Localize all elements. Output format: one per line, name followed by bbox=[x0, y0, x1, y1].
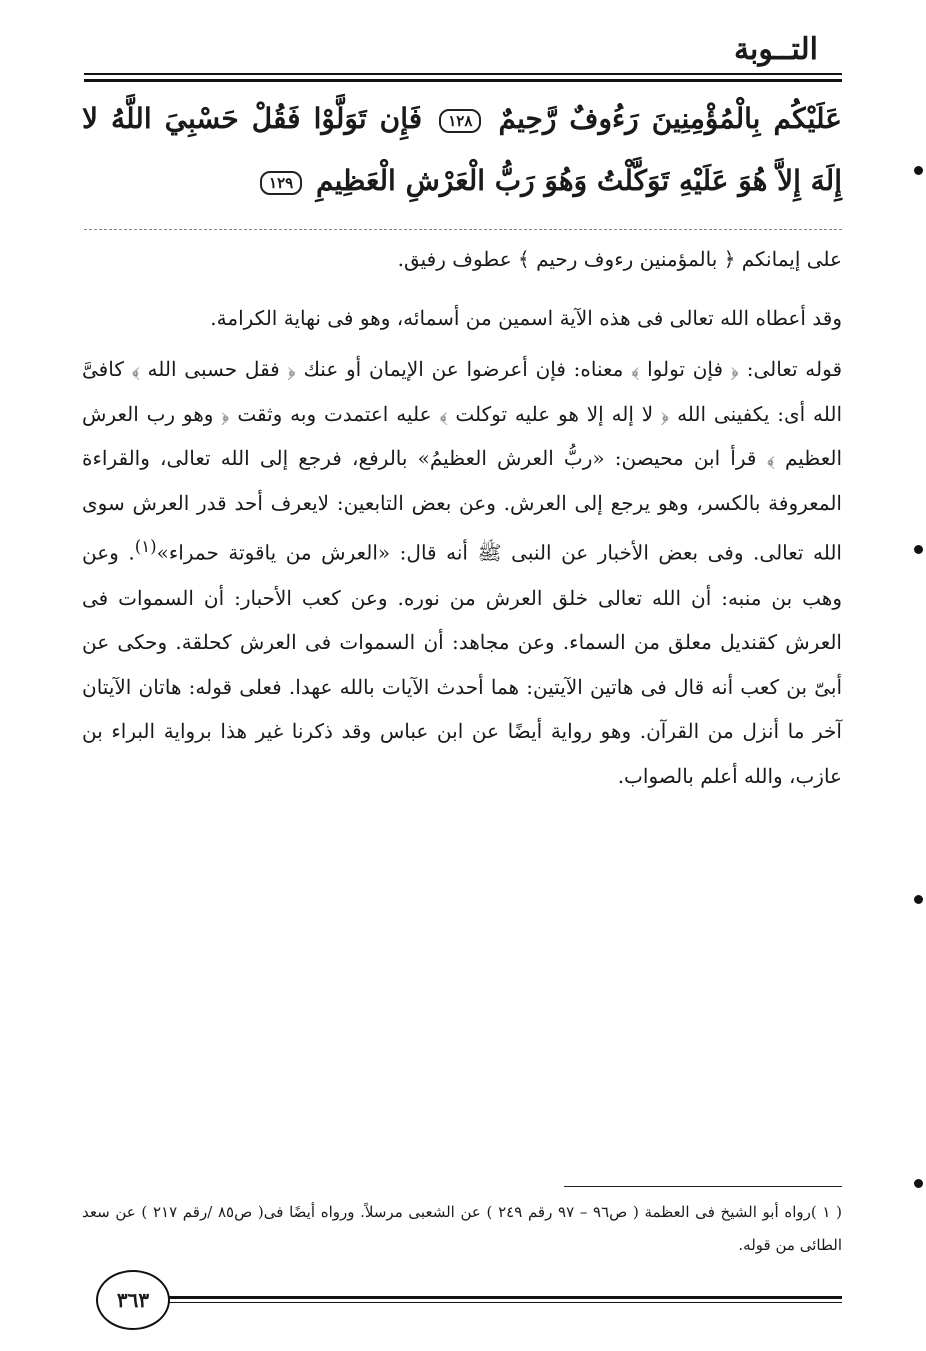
section-divider bbox=[84, 229, 842, 230]
ayah-number-marker: ١٢٩ bbox=[260, 171, 302, 195]
commentary-text-continued: . وعن وهب بن منبه: أن الله تعالى خلق العرش من نوره. وعن كعب الأحبار: أن السموات فى العرش كقنديل معلق من السماء. وعن مجاهد: أن السموات فى العرش كحلقة. وحكى عن أبىّ بن كعب أنه قال فى هاتين الآيتين: هما أحدث الآيات بالله عهدا. فعلى قوله: هاتان الآيتان آخر ما أنزل من القرآن. وهو رواية أيضًا عن ابن عباس وقد ذكرنا غير هذا برواية البراء بن عازب، والله أعلم بالصواب. bbox=[82, 541, 842, 788]
ayah-128-text: عَلَيْكُم بِالْمُؤْمِنِينَ رَءُوفٌ رَّحِيمٌ bbox=[498, 102, 843, 135]
quran-verses bbox=[82, 88, 842, 212]
footnote-reference: (١) bbox=[134, 537, 157, 557]
page-number: ٣٦٣ bbox=[96, 1270, 170, 1330]
ayah-number-marker: ١٢٨ bbox=[439, 109, 481, 133]
header-rule-double bbox=[84, 79, 842, 82]
margin-dot bbox=[914, 1179, 923, 1188]
footer-rule bbox=[158, 1296, 842, 1299]
header-rule bbox=[84, 73, 842, 75]
margin-dot bbox=[914, 895, 923, 904]
footnote-rule bbox=[564, 1186, 842, 1187]
margin-dot bbox=[914, 166, 923, 175]
commentary-paragraph: وقد أعطاه الله تعالى فى هذه الآية اسمين من أسمائه، وهو فى نهاية الكرامة. bbox=[210, 306, 842, 330]
footer-rule-thin bbox=[158, 1302, 842, 1303]
commentary-paragraph: على إيمانكم ﴿ بالمؤمنين رءوف رحيم ﴾ عطوف رفيق. bbox=[397, 247, 842, 271]
commentary-paragraph bbox=[82, 347, 842, 799]
footnote: ( ١ )رواه أبو الشيخ فى العظمة ( ص٩٦ – ٩٧ رقم ٢٤٩ ) عن الشعبى مرسلاً. ورواه أيضًا فى( ص٨٥ /رقم ٢١٧ ) عن سعد الطائى من قوله. bbox=[82, 1203, 842, 1254]
margin-dot bbox=[914, 545, 923, 554]
surah-title: التــوبة bbox=[733, 32, 818, 67]
commentary-text: قوله تعالى: ﴿ فإن تولوا ﴾ معناه: فإن أعرضوا عن الإيمان أو عنك ﴿ فقل حسبى الله ﴾ كافىَّ الله أى: يكفينى الله ﴿ لا إله إلا هو عليه توكلت ﴾ عليه اعتمدت وبه وثقت ﴿ وهو رب العرش العظيم ﴾ قرأ ابن محيصن: «ربُّ العرش العظيمُ» بالرفع، فرجع إلى الله تعالى، والقراءة المعروفة بالكسر، وهو يرجع إلى العرش. وعن بعض التابعين: لايعرف أحد قدر العرش سوى الله تعالى. وفى بعض الأخبار عن النبى ﷺ أنه قال: «العرش من ياقوتة حمراء» bbox=[82, 357, 843, 566]
ayah-129-text: فَإِن تَوَلَّوْا فَقُلْ حَسْبِيَ اللَّهُ لا إِلَهَ إِلاَّ هُوَ عَلَيْهِ تَوَكَّلْتُ وَهُوَ رَبُّ الْعَرْشِ الْعَظِيمِ bbox=[82, 102, 842, 197]
